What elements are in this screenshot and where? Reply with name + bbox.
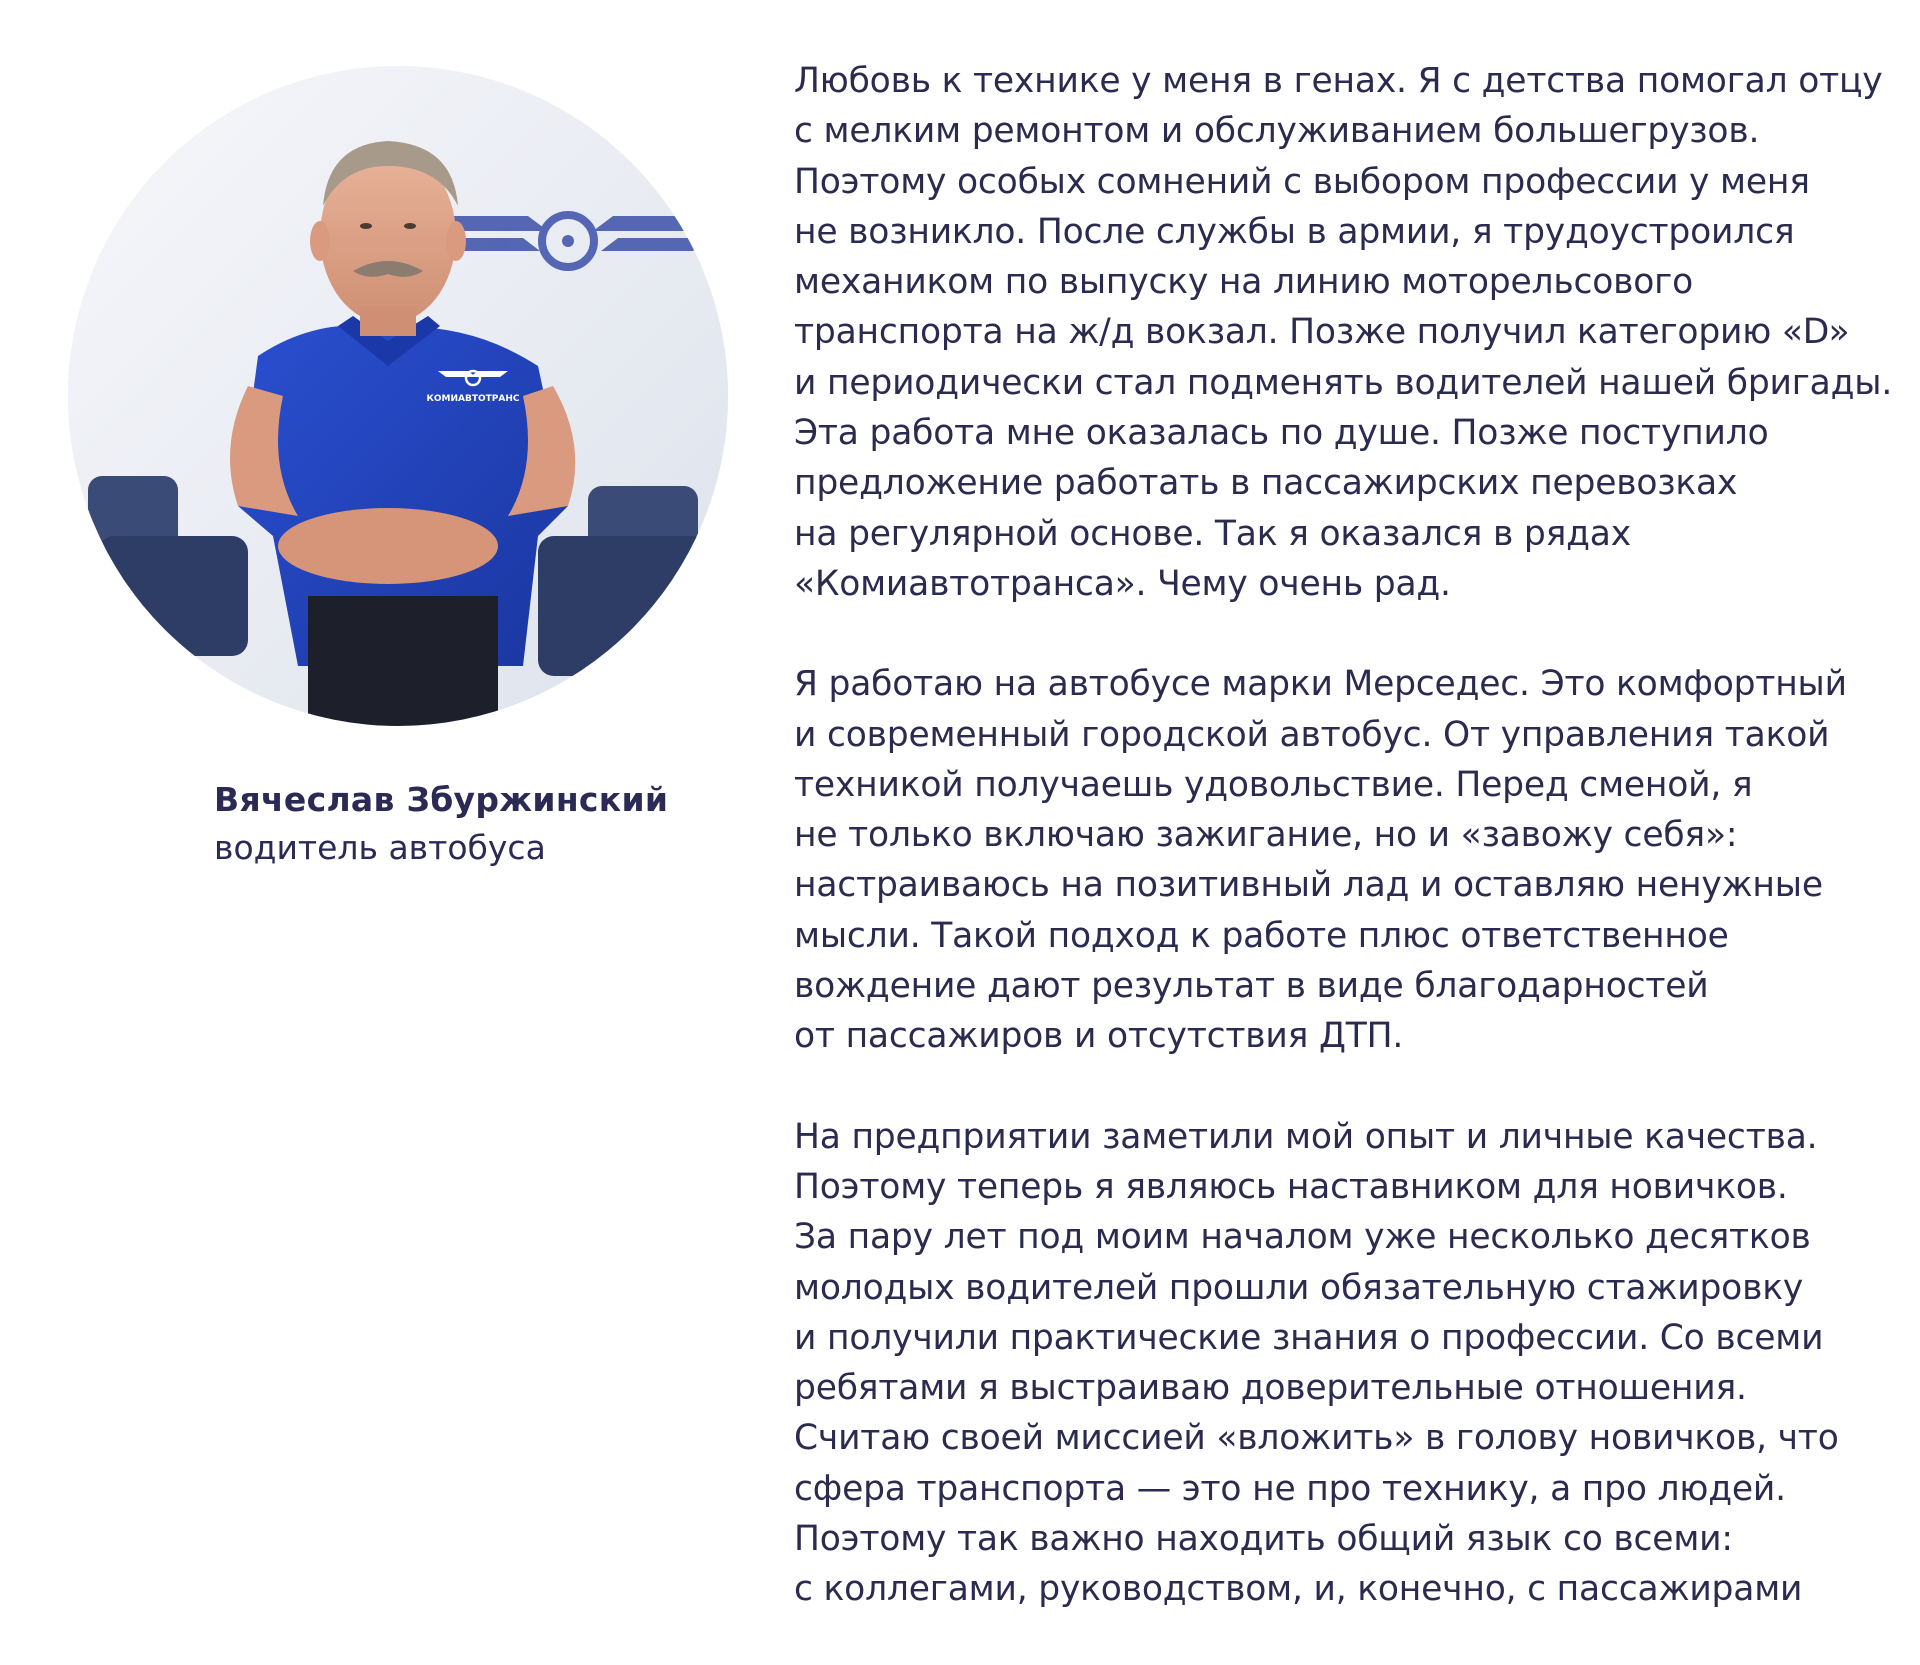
profile-photo xyxy=(68,66,728,726)
paragraph-1 xyxy=(794,56,1894,609)
text-line: вождение дают результат в виде благодарностей xyxy=(794,966,1709,1007)
text-line: Поэтому так важно находить общий язык со всеми: xyxy=(794,1519,1733,1560)
text-line: «Комиавтотранса». Чему очень рад. xyxy=(794,563,1451,604)
text-line: и получили практические знания о профессии. Со всеми xyxy=(794,1317,1824,1358)
text-line: мысли. Такой подход к работе плюс ответственное xyxy=(794,915,1729,956)
paragraph-3 xyxy=(794,1112,1894,1615)
text-line: Я работаю на автобусе марки Мерседес. Это комфортный xyxy=(794,664,1847,705)
text-line: не только включаю зажигание, но и «завожу себя»: xyxy=(794,815,1738,856)
text-line: молодых водителей прошли обязательную стажировку xyxy=(794,1267,1804,1308)
paragraph-2 xyxy=(794,659,1894,1061)
text-line: Поэтому теперь я являюсь наставником для новичков. xyxy=(794,1166,1788,1207)
text-line: на регулярной основе. Так я оказался в рядах xyxy=(794,513,1631,554)
text-line: с мелким ремонтом и обслуживанием большегрузов. xyxy=(794,111,1760,152)
profile-caption xyxy=(214,776,714,872)
text-line: Любовь к технике у меня в генах. Я с детства помогал отцу xyxy=(794,61,1883,101)
text-line: На предприятии заметили мой опыт и личные качества. xyxy=(794,1116,1818,1157)
text-line: и периодически стал подменять водителей нашей бригады. xyxy=(794,362,1893,403)
text-line: техникой получаешь удовольствие. Перед сменой, я xyxy=(794,764,1753,805)
text-line: ребятами я выстраиваю доверительные отношения. xyxy=(794,1368,1747,1409)
text-line: не возникло. После службы в армии, я трудоустроился xyxy=(794,211,1795,252)
text-line: Поэтому особых сомнений с выбором профессии у меня xyxy=(794,161,1810,202)
text-line: транспорта на ж/д вокзал. Позже получил категорию «D» xyxy=(794,312,1850,353)
svg-text:КОМИАВТОТРАНС: КОМИАВТОТРАНС xyxy=(426,394,520,404)
text-line: и современный городской автобус. От управления такой xyxy=(794,714,1830,755)
text-line: с коллегами, руководством, и, конечно, с пассажирами xyxy=(794,1569,1803,1610)
text-line: настраиваюсь на позитивный лад и оставляю ненужные xyxy=(794,865,1823,906)
portrait-illustration xyxy=(68,66,728,726)
text-line: Считаю своей миссией «вложить» в голову новичков, что xyxy=(794,1418,1839,1459)
article-text xyxy=(794,56,1894,1665)
person-name: Вячеслав Збуржинский xyxy=(214,780,669,819)
text-line: сфера транспорта — это не про технику, а про людей. xyxy=(794,1468,1786,1509)
text-line: Эта работа мне оказалась по душе. Позже поступило xyxy=(794,413,1769,454)
text-line: механиком по выпуску на линию моторельсового xyxy=(794,262,1694,303)
text-line: За пару лет под моим началом уже несколько десятков xyxy=(794,1217,1811,1258)
text-line: от пассажиров и отсутствия ДТП. xyxy=(794,1016,1404,1057)
person-role: водитель автобуса xyxy=(214,828,546,867)
text-line: предложение работать в пассажирских перевозках xyxy=(794,463,1738,504)
